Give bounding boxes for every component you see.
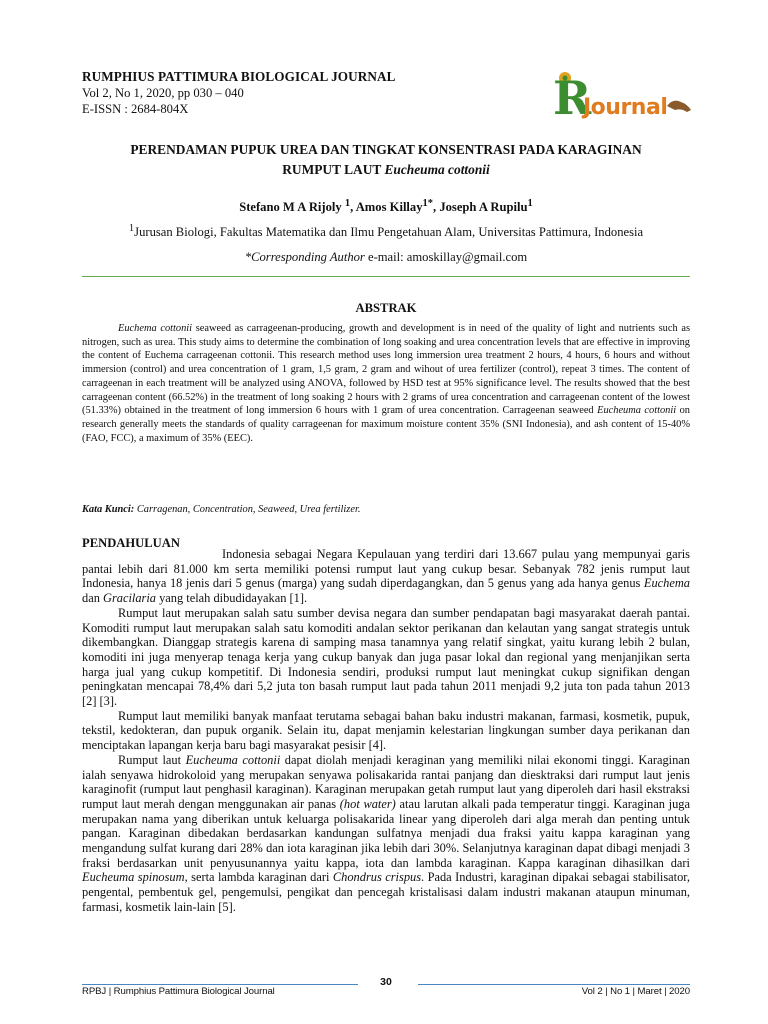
logo-animal-icon bbox=[667, 101, 691, 112]
page-number: 30 bbox=[380, 976, 392, 988]
article-title bbox=[82, 140, 690, 180]
corresponding-author: *Corresponding Author e-mail: amoskillay@gmail.com bbox=[244, 250, 528, 264]
paragraph: Rumput laut Eucheuma cottonii dapat diolah menjadi keraginan yang memiliki nilai ekonomi tinggi. Karaginan ialah senyawa hidrokoloid yang merupakan senyawa polisakarida rantai panjang dan diesktraksi dari rumput laut jenis karaginofit (rumput laut penghasil karaginan). Karaginan merupakan getah rumput laut yang diperoleh dari hasil ekstraksi rumput laut merah dengan menggunakan air panas (hot water) atau larutan alkali pada temperatur tinggi. Karaginan juga merupakan nama yang diberikan untuk keluarga polisakarida linear yang diperoleh dari alga merah dan penting untuk pangan. Karaginan dibedakan berdasarkan kandungan sulfatnya menjadi dua fraksi yaitu kappa karaginan yang mengandung sulfat kurang dari 28% dan iota karaginan jika lebih dari 30%. Selanjutnya karaginan dapat dibagi menjadi 3 fraksi berdasarkan unit penyusunannya yaitu kappa, iota dan lambda karaginan. Kappa karaginan dihasilkan dari Eucheuma spinosum, serta lambda karaginan dari Chondrus crispus. Pada Industri, karaginan dipakai sebagai stabilisator, pengental, pembentuk gel, pengemulsi, pengikat dan pencegah kristalisasi dalam industri makanan ataupun minuman, farmasi, kosmetik lain-lain [5]. bbox=[82, 752, 691, 914]
footer-journal: RPBJ | Rumphius Pattimura Biological Journal bbox=[82, 986, 275, 997]
journal-name: RUMPHIUS PATTIMURA BIOLOGICAL JOURNAL bbox=[82, 69, 396, 84]
abstract-heading: ABSTRAK bbox=[355, 301, 417, 315]
issn-line: E-ISSN : 2684-804X bbox=[82, 102, 189, 116]
keywords: Kata Kunci: Carragenan, Concentration, Seaweed, Urea fertilizer. bbox=[82, 504, 361, 515]
journal-header bbox=[82, 68, 502, 117]
paragraph: Rumput laut merupakan salah satu sumber devisa negara dan sumber pendapatan bagi masyarakat daerah pantai. Komoditi rumput laut merupakan salah satu komoditi andalan sektor perikanan dan kelautan yang sangat strategis untuk dikembangkan. Dianggap strategis karena di samping masa tanamnya yang relatif singkat, yaitu kurang lebih 2 bulan, komoditi ini juga menyerap tenaga kerja yang cukup banyak dan juga pasar lokal dan regional yang menjanjikan serta harga jual yang cukup kompetitif. Di Indonesia sendiri, produksi rumput laut meningkat cukup signifikan dengan peningkatan mencapai 78,4% dari 5,2 juta ton basah rumput laut pada tahun 2011 menjadi 9,2 juta ton pada tahun 2013 [2] [3]. bbox=[82, 605, 690, 709]
paragraph: Rumput laut memiliki banyak manfaat terutama sebagai bahan baku industri makanan, farmasi, kosmetik, pupuk, tekstil, kedokteran, dan pupuk organik. Selain itu, dapat menjamin kelestarian lingkungan sumber daya perikanan dan menciptakan lapangan kerja baru bagi masyarakat pesisir [4]. bbox=[82, 708, 690, 753]
title-species: Eucheuma cottonii bbox=[384, 162, 490, 177]
introduction-body bbox=[82, 547, 690, 915]
paragraph: Indonesia sebagai Negara Kepulauan yang terdiri dari 13.667 pulau yang mempunyai garis pantai lebih dari 81.000 km serta memiliki potensi rumput laut yang cukup besar. Sebanyak 782 jenis rumput laut Indonesia, hanya 18 jenis dari 5 genus (marga) yang sudah diperdagangkan, dan 5 genus yang ada hanya genus Euchema dan Gracilaria yang telah dibudidayakan [1]. bbox=[82, 547, 690, 606]
logo-letter-r: R bbox=[553, 71, 592, 124]
title-line-1: PERENDAMAN PUPUK UREA DAN TINGKAT KONSENTRASI PADA KARAGINAN bbox=[130, 142, 642, 157]
footer-rule-right bbox=[418, 984, 690, 985]
abstract-body: Euchema cottonii seaweed as carrageenan-producing, growth and development is in need of the quality of light and nutrients such as nitrogen, such as urea. This study aims to determine the combination of long soaking and urea concentration levels that are effective in improving the content of Euchema carrageenan cottonii. This research method uses long immersion urea treatment 2 hours, 4 hours, 6 hours and without immersion (control) and urea concentration of 1 gram, 1,5 gram, 2 gram and wihout of urea fertilizer (control), repeat 3 times. The content of carrageenan in each treatment will be analyzed using ANOVA, followed by HSD test at 95% significance level. The results showed that the best carrageenan content (66.52%) in the treatment of long soaking 2 hours with 2 grams of urea concentration and carrageenan content of the lowest (51.33%) obtained in the treatment of long immersion 6 hours with 1 gram of urea concentration. Carrageenan seaweed Eucheuma cottonii on research generally meets the standards of quality carrageenan for maximum moisture content 35% (SNI Indonesia), and ash content of 15-40% (FAO, FCC), a maximum of 35% (EEC). bbox=[82, 323, 690, 444]
footer-issue: Vol 2 | No 1 | Maret | 2020 bbox=[581, 986, 690, 997]
journal-logo bbox=[545, 62, 695, 124]
title-line-2: RUMPUT LAUT Eucheuma cottonii bbox=[282, 162, 490, 177]
affiliation: $^1$Jurusan Biologi, Fakultas Matematika dan Ilmu Pengetahuan Alam, Universitas Pattimura, Indonesia bbox=[128, 223, 644, 240]
volume-line: Vol 2, No 1, 2020, pp 030 – 040 bbox=[82, 86, 244, 100]
section-heading-introduction: PENDAHULUAN bbox=[82, 536, 180, 550]
header-divider bbox=[82, 276, 690, 277]
author-list: Stefano M A Rijoly $^1$, Amos Killay$^{1*}$, Joseph A Rupilu$^1$ bbox=[239, 198, 533, 215]
page-footer bbox=[82, 976, 690, 1006]
logo-wordmark: Journal bbox=[583, 95, 668, 120]
author-email: e-mail: amoskillay@gmail.com bbox=[364, 250, 528, 264]
